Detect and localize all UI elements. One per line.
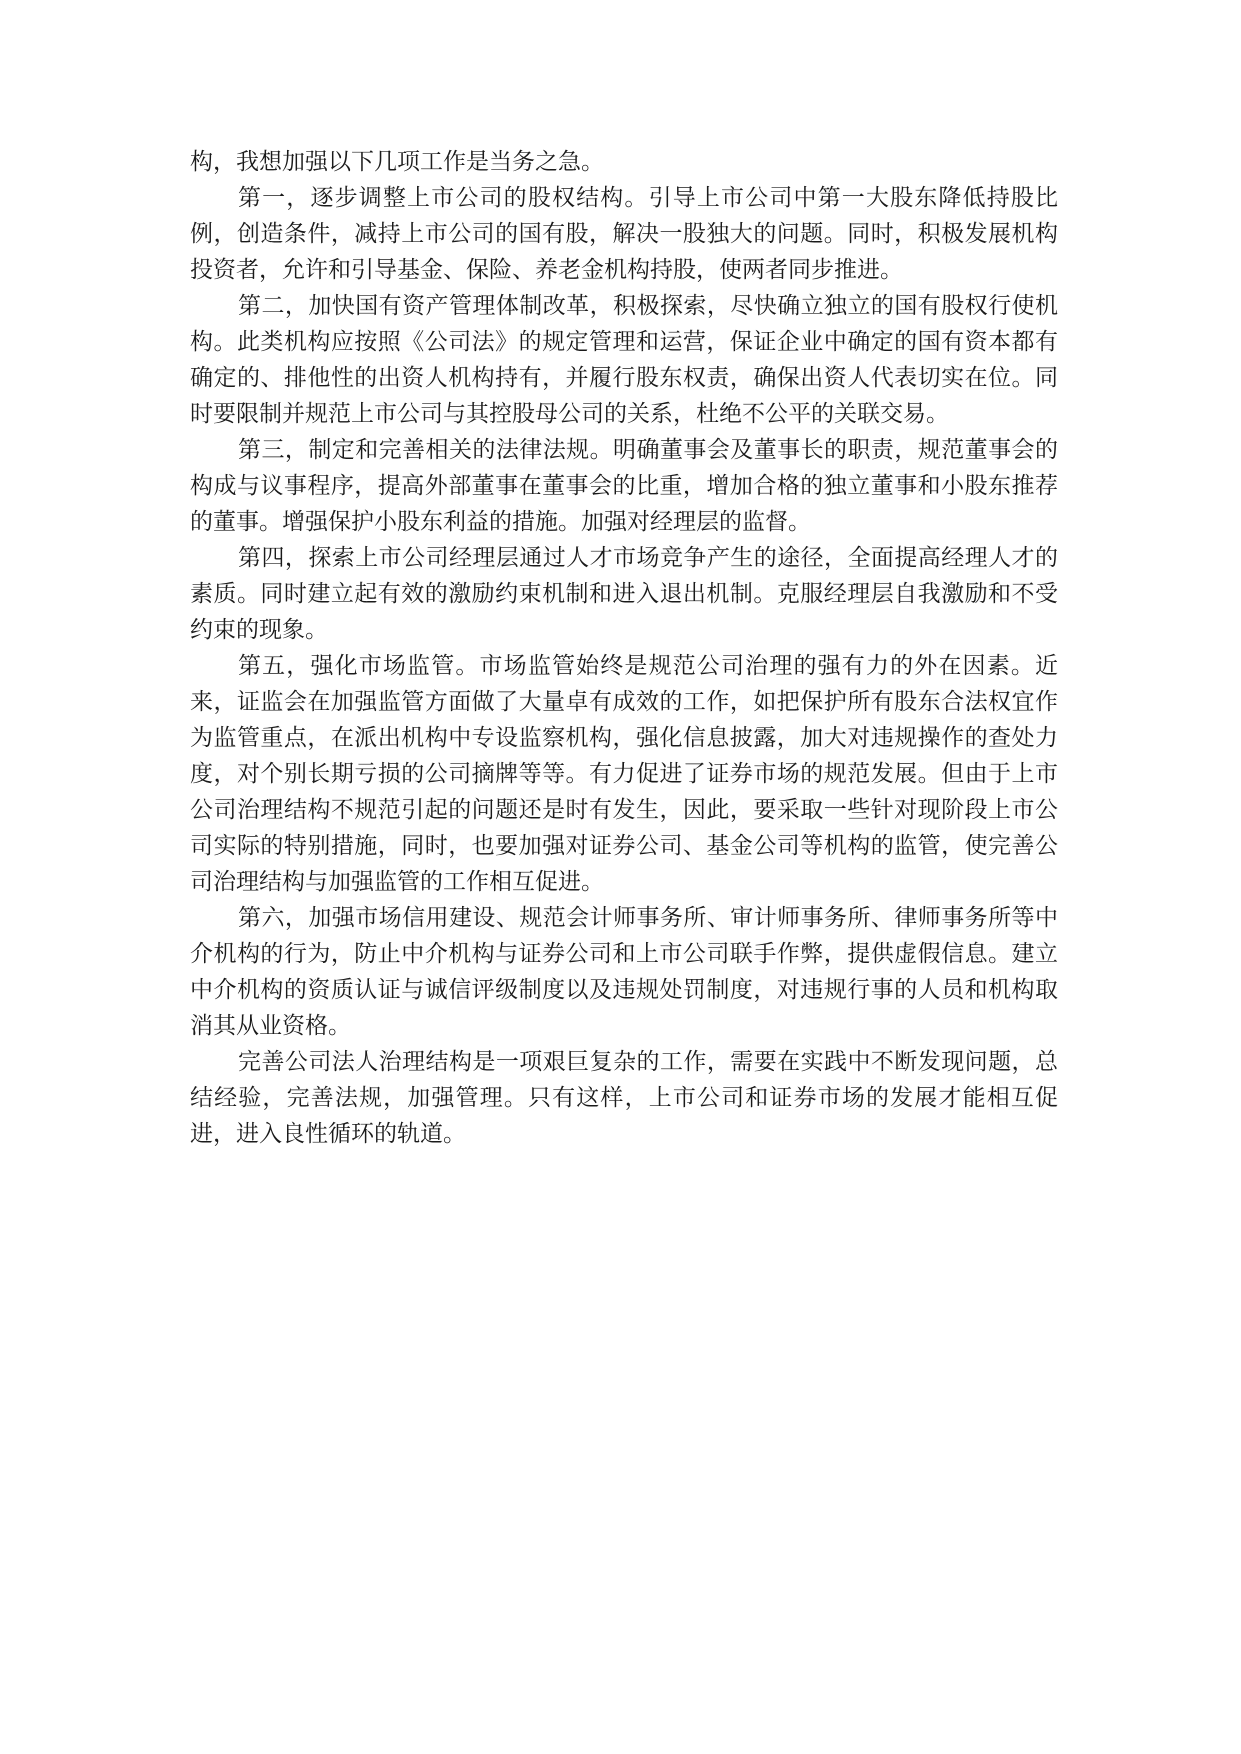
paragraph-intro-continuation: 构，我想加强以下几项工作是当务之急。 — [190, 149, 604, 175]
paragraph-sixth-measure: 第六，加强市场信用建设、规范会计师事务所、审计师事务所、律师事务所等中介机构的行为，防止中介机构与证券公司和上市公司联手作弊，提供虚假信息。建立中介机构的资质认证与诚信评级制度以及违规处罚制度，对违规行事的人员和机构取消其从业资格。 — [190, 905, 1058, 1039]
paragraph-fourth-measure: 第四，探索上市公司经理层通过人才市场竞争产生的途径，全面提高经理人才的素质。同时建立起有效的激励约束机制和进入退出机制。克服经理层自我激励和不受约束的现象。 — [190, 545, 1058, 643]
paragraph-conclusion: 完善公司法人治理结构是一项艰巨复杂的工作，需要在实践中不断发现问题，总结经验，完善法规，加强管理。只有这样，上市公司和证券市场的发展才能相互促进，进入良性循环的轨道。 — [190, 1049, 1058, 1147]
paragraph-second-measure: 第二，加快国有资产管理体制改革，积极探索，尽快确立独立的国有股权行使机构。此类机构应按照《公司法》的规定管理和运营，保证企业中确定的国有资本都有确定的、排他性的出资人机构持有，并履行股东权责，确保出资人代表切实在位。同时要限制并规范上市公司与其控股母公司的关系，杜绝不公平的关联交易。 — [190, 293, 1058, 427]
document-page — [190, 144, 1058, 1152]
paragraph-fifth-measure: 第五，强化市场监管。市场监管始终是规范公司治理的强有力的外在因素。近来，证监会在加强监管方面做了大量卓有成效的工作，如把保护所有股东合法权宜作为监管重点，在派出机构中专设监察机构，强化信息披露，加大对违规操作的查处力度，对个别长期亏损的公司摘牌等等。有力促进了证券市场的规范发展。但由于上市公司治理结构不规范引起的问题还是时有发生，因此，要采取一些针对现阶段上市公司实际的特别措施，同时，也要加强对证券公司、基金公司等机构的监管，使完善公司治理结构与加强监管的工作相互促进。 — [190, 653, 1058, 895]
paragraph-first-measure: 第一，逐步调整上市公司的股权结构。引导上市公司中第一大股东降低持股比例，创造条件，减持上市公司的国有股，解决一股独大的问题。同时，积极发展机构投资者，允许和引导基金、保险、养老金机构持股，使两者同步推进。 — [190, 185, 1058, 283]
paragraph-third-measure: 第三，制定和完善相关的法律法规。明确董事会及董事长的职责，规范董事会的构成与议事程序，提高外部董事在董事会的比重，增加合格的独立董事和小股东推荐的董事。增强保护小股东利益的措施。加强对经理层的监督。 — [190, 437, 1058, 535]
